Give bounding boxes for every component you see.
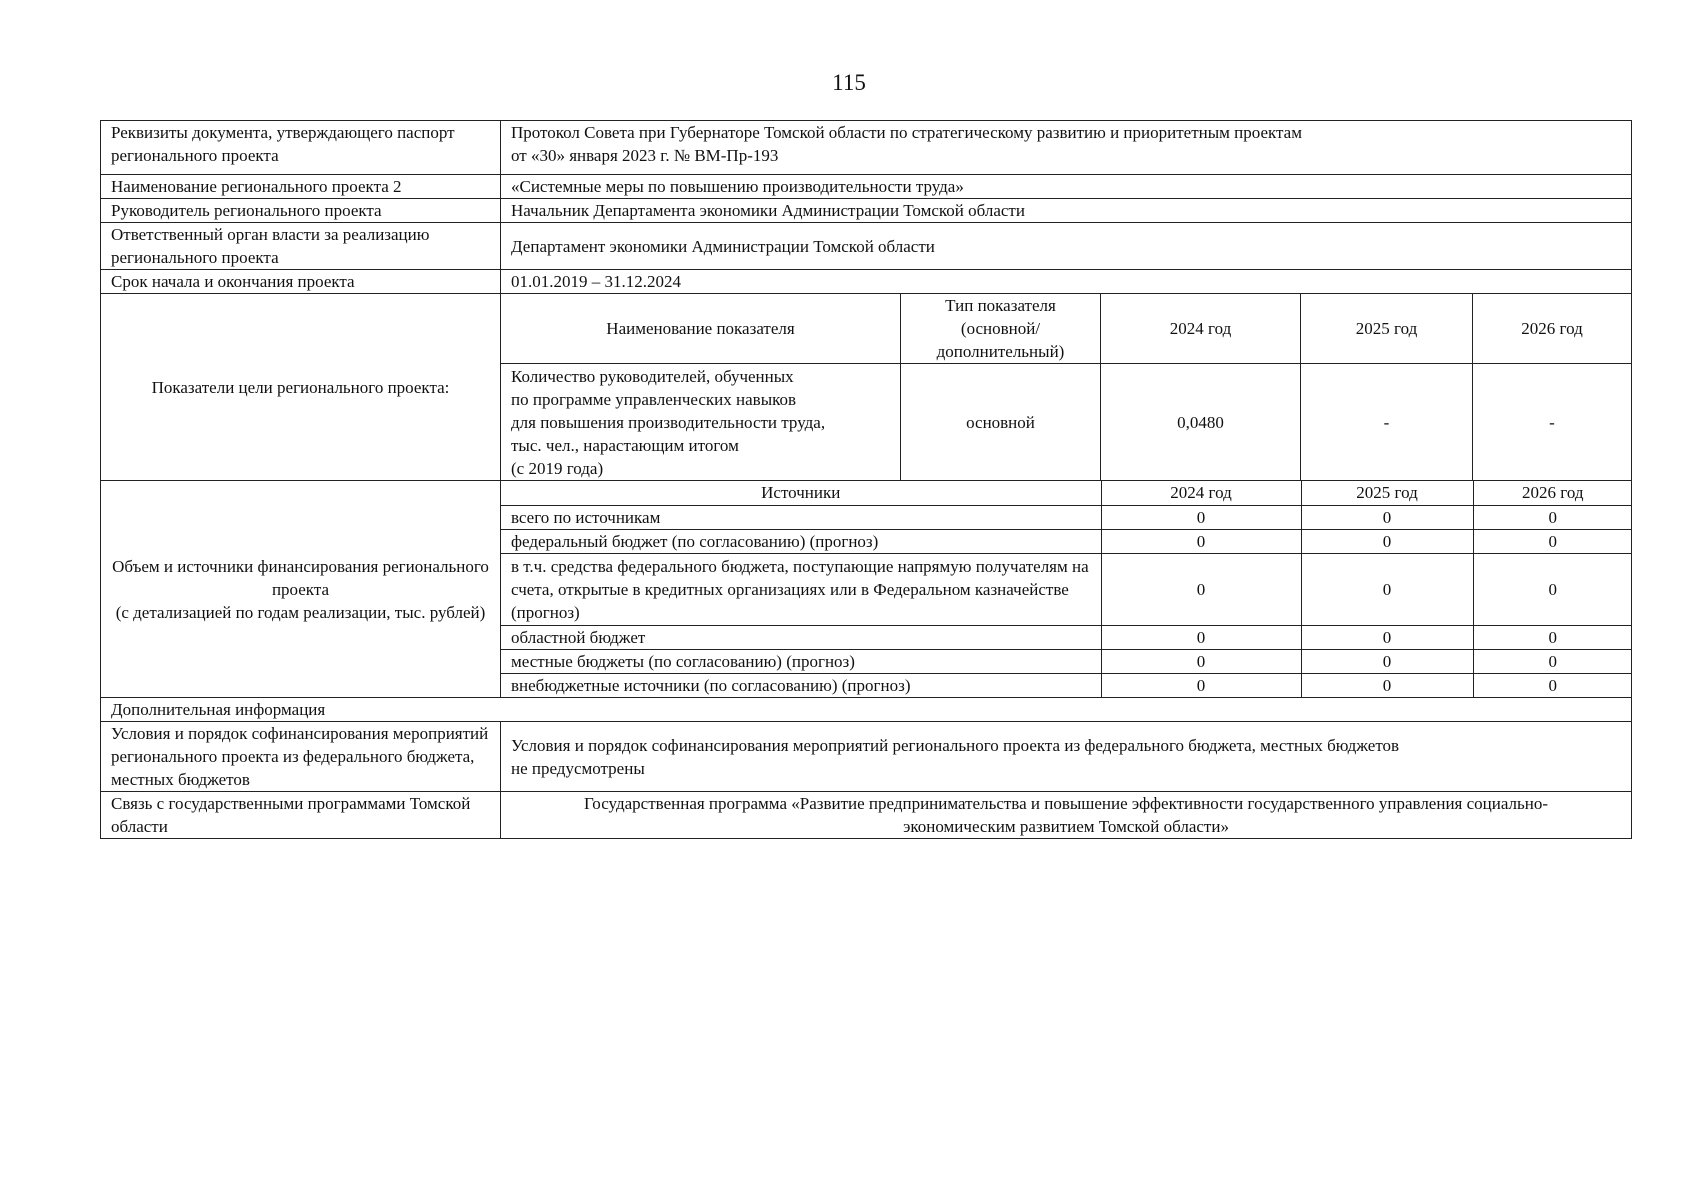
- page-number: 115: [832, 70, 866, 95]
- indicator-name: Количество руководителей, обученных по программе управленческих навыков для повышения производительности труда, тыс. чел., нарастающим итогом (с 2019 года): [501, 364, 901, 481]
- document-details-label: Реквизиты документа, утверждающего паспорт регионального проекта: [101, 121, 501, 175]
- financing-2024-value: 0: [1101, 673, 1301, 697]
- cofinancing-label: Условия и порядок софинансирования мероприятий регионального проекта из федерального бюджета, местных бюджетов: [101, 722, 501, 792]
- project-name-value: «Системные меры по повышению производительности труда»: [501, 175, 1632, 199]
- indicator-2025-value: -: [1301, 364, 1473, 481]
- financing-cell: [501, 481, 1632, 698]
- indicators-label: Показатели цели регионального проекта:: [101, 294, 501, 481]
- financing-2024-value: 0: [1101, 625, 1301, 649]
- indicator-2024-value: 0,0480: [1101, 364, 1301, 481]
- document-details-value: Протокол Совета при Губернаторе Томской области по стратегическому развитию и приоритетным проектам от «30» января 2023 г. № ВМ-Пр-193: [501, 121, 1632, 175]
- financing-source: федеральный бюджет (по согласованию) (прогноз): [501, 529, 1101, 553]
- row-indicators-header: [101, 294, 1632, 364]
- project-name-label: Наименование регионального проекта 2: [101, 175, 501, 199]
- financing-source: всего по источникам: [501, 505, 1101, 529]
- financing-2024-value: 0: [1101, 505, 1301, 529]
- financing-2025-value: 0: [1301, 505, 1473, 529]
- additional-info-label: Дополнительная информация: [101, 698, 1632, 722]
- project-passport-table: [100, 120, 1632, 839]
- row-project-head: [101, 199, 1632, 223]
- state-programs-label: Связь с государственными программами Томской области: [101, 792, 501, 839]
- financing-2026-value: 0: [1473, 553, 1632, 625]
- responsible-body-label: Ответственный орган власти за реализацию регионального проекта: [101, 223, 501, 270]
- financing-row: [501, 625, 1632, 649]
- financing-source: в т.ч. средства федерального бюджета, поступающие напрямую получателям на счета, открытые в кредитных организациях или в Федеральном казначействе (прогноз): [501, 553, 1101, 625]
- financing-row: [501, 553, 1632, 625]
- state-programs-value: Государственная программа «Развитие предпринимательства и повышение эффективности государственного управления социально-экономическим развитием Томской области»: [501, 792, 1632, 839]
- indicator-2025-header: 2025 год: [1301, 294, 1473, 364]
- project-term-value: 01.01.2019 – 31.12.2024: [501, 270, 1632, 294]
- indicator-2024-header: 2024 год: [1101, 294, 1301, 364]
- cofinancing-value: Условия и порядок софинансирования мероприятий регионального проекта из федерального бюджета, местных бюджетов не предусмотрены: [501, 722, 1632, 792]
- financing-2024-value: 0: [1101, 649, 1301, 673]
- financing-2025-value: 0: [1301, 625, 1473, 649]
- indicator-2026-value: -: [1473, 364, 1632, 481]
- project-head-label: Руководитель регионального проекта: [101, 199, 501, 223]
- financing-2025-value: 0: [1301, 529, 1473, 553]
- indicator-type: основной: [901, 364, 1101, 481]
- financing-label: Объем и источники финансирования регионального проекта (с детализацией по годам реализации, тыс. рублей): [101, 481, 501, 698]
- financing-2026-header: 2026 год: [1473, 481, 1632, 505]
- indicator-2026-header: 2026 год: [1473, 294, 1632, 364]
- row-financing: [101, 481, 1632, 698]
- project-term-label: Срок начала и окончания проекта: [101, 270, 501, 294]
- financing-source: местные бюджеты (по согласованию) (прогноз): [501, 649, 1101, 673]
- financing-2025-value: 0: [1301, 649, 1473, 673]
- row-project-term: [101, 270, 1632, 294]
- financing-2026-value: 0: [1473, 505, 1632, 529]
- financing-header-row: [501, 481, 1632, 505]
- row-responsible-body: [101, 223, 1632, 270]
- responsible-body-value: Департамент экономики Администрации Томской области: [501, 223, 1632, 270]
- financing-2026-value: 0: [1473, 529, 1632, 553]
- financing-2024-header: 2024 год: [1101, 481, 1301, 505]
- row-additional-info: [101, 698, 1632, 722]
- financing-row: [501, 505, 1632, 529]
- financing-2024-value: 0: [1101, 529, 1301, 553]
- financing-sources-header: Источники: [501, 481, 1101, 505]
- row-project-name: [101, 175, 1632, 199]
- row-cofinancing: [101, 722, 1632, 792]
- row-state-programs: [101, 792, 1632, 839]
- financing-2026-value: 0: [1548, 675, 1557, 695]
- financing-source: областной бюджет: [501, 625, 1101, 649]
- financing-2024-value: 0: [1101, 553, 1301, 625]
- financing-2025-value: 0: [1301, 673, 1473, 697]
- indicator-type-header: Тип показателя (основной/ дополнительный): [901, 294, 1101, 364]
- financing-source: внебюджетные источники (по согласованию) (прогноз): [501, 673, 1101, 697]
- financing-row: [501, 673, 1632, 697]
- row-document-details: [101, 121, 1632, 175]
- financing-2026-value: 0: [1473, 649, 1632, 673]
- indicator-name-header: Наименование показателя: [501, 294, 901, 364]
- financing-table: [501, 481, 1632, 697]
- financing-row: [501, 649, 1632, 673]
- financing-row: [501, 529, 1632, 553]
- financing-2025-header: 2025 год: [1301, 481, 1473, 505]
- financing-2026-value: 0: [1473, 625, 1632, 649]
- financing-2025-value: 0: [1301, 553, 1473, 625]
- project-head-value: Начальник Департамента экономики Администрации Томской области: [501, 199, 1632, 223]
